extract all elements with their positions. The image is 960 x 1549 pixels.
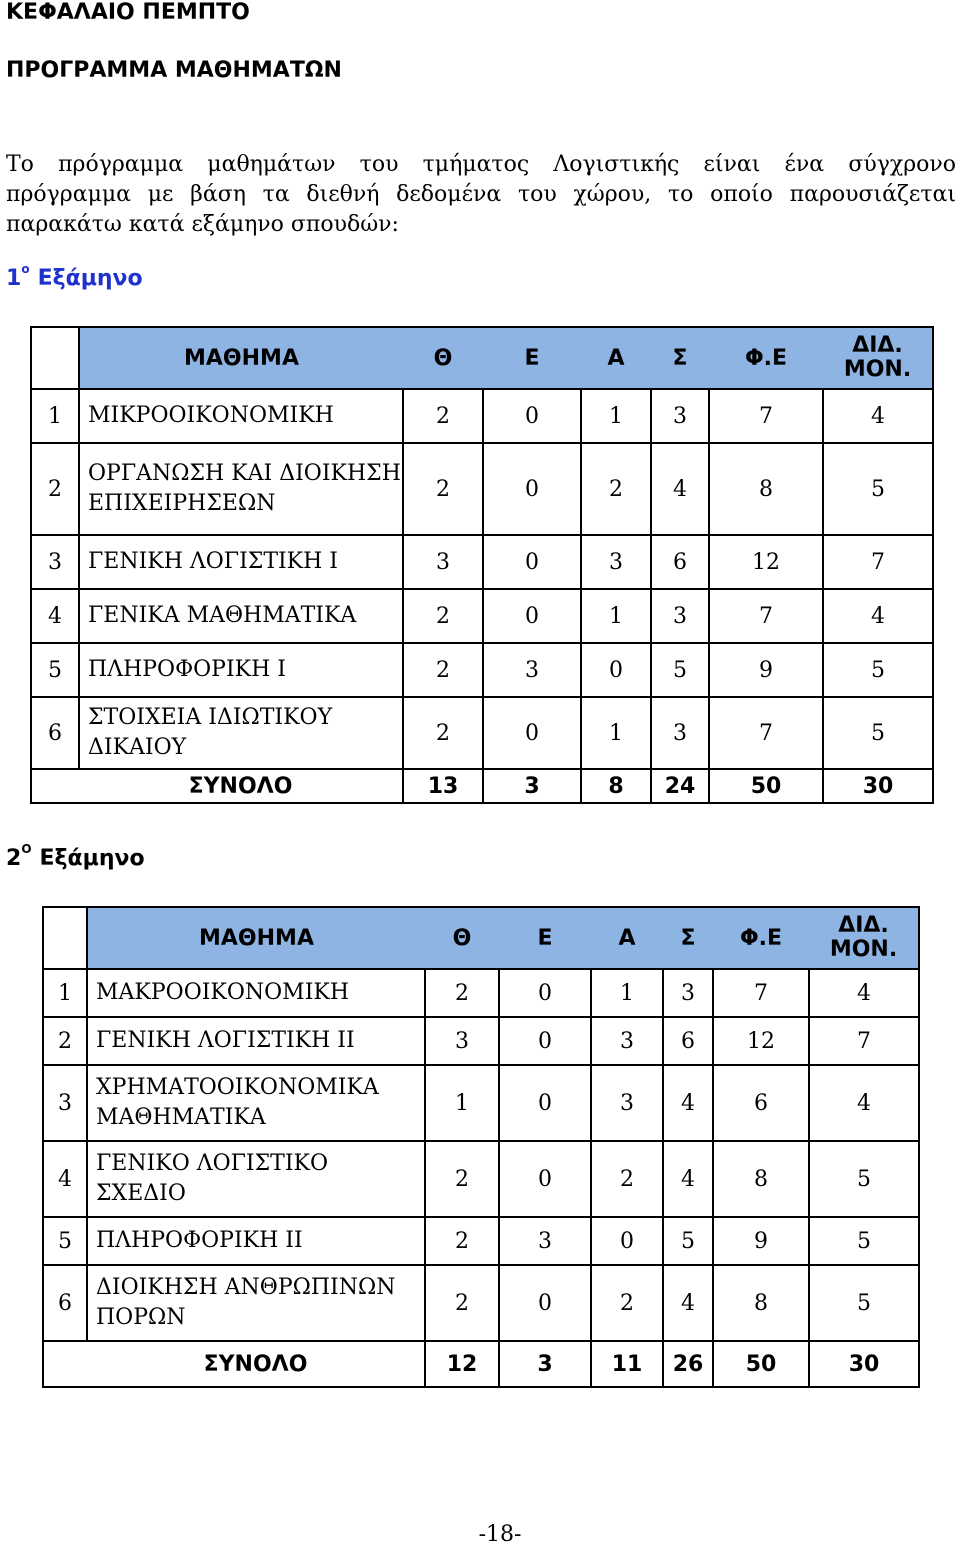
course-name: ΧΡΗΜΑΤΟΟΙΚΟΝΟΜΙΚΑ ΜΑΘΗΜΑΤΙΚΑ bbox=[87, 1065, 425, 1141]
course-name: ΠΛΗΡΟΦΟΡΙΚΗ ΙΙ bbox=[87, 1217, 425, 1265]
header-number-cell bbox=[31, 327, 79, 389]
header-exercise: Ε bbox=[499, 907, 591, 969]
theory-hours: 2 bbox=[403, 697, 483, 769]
exercise-hours: 0 bbox=[499, 969, 591, 1017]
lab-hours: 1 bbox=[581, 697, 651, 769]
theory-hours: 2 bbox=[425, 1265, 499, 1341]
table-row bbox=[43, 1265, 919, 1341]
exercise-hours: 0 bbox=[499, 1141, 591, 1217]
table-row bbox=[43, 1141, 919, 1217]
total-hours: 3 bbox=[663, 969, 713, 1017]
header-total-hours: Σ bbox=[651, 327, 709, 389]
course-name: ΓΕΝΙΚΗ ΛΟΓΙΣΤΙΚΗ ΙΙ bbox=[87, 1017, 425, 1065]
header-credits: ΔΙΔ. ΜΟΝ. bbox=[809, 907, 919, 969]
intro-line: παρακάτω κατά εξάμηνο σπουδών: bbox=[6, 212, 399, 237]
row-number: 3 bbox=[31, 535, 79, 589]
total-hours: 3 bbox=[651, 389, 709, 443]
workload: 7 bbox=[709, 589, 823, 643]
header-theory: Θ bbox=[425, 907, 499, 969]
credits: 5 bbox=[823, 443, 933, 535]
total-lab: 11 bbox=[591, 1341, 663, 1387]
total-hours: 5 bbox=[651, 643, 709, 697]
total-hours: 5 bbox=[663, 1217, 713, 1265]
course-name: ΔΙΟΙΚΗΣΗ ΑΝΘΡΩΠΙΝΩΝ ΠΟΡΩΝ bbox=[87, 1265, 425, 1341]
credits: 5 bbox=[809, 1141, 919, 1217]
table-row bbox=[31, 389, 933, 443]
credits: 4 bbox=[809, 1065, 919, 1141]
total-hours: 6 bbox=[651, 535, 709, 589]
page-number: -18- bbox=[478, 1522, 522, 1547]
lab-hours: 0 bbox=[591, 1217, 663, 1265]
table-row bbox=[31, 443, 933, 535]
theory-hours: 2 bbox=[425, 1141, 499, 1217]
total-hours: 4 bbox=[663, 1265, 713, 1341]
credits: 4 bbox=[809, 969, 919, 1017]
semester-label: Εξάμηνο bbox=[39, 846, 145, 871]
table-row bbox=[31, 643, 933, 697]
theory-hours: 2 bbox=[403, 389, 483, 443]
total-label: ΣΥΝΟΛΟ bbox=[79, 769, 403, 803]
row-number: 2 bbox=[31, 443, 79, 535]
workload: 6 bbox=[713, 1065, 809, 1141]
credits: 5 bbox=[823, 697, 933, 769]
course-name: ΟΡΓΑΝΩΣΗ ΚΑΙ ΔΙΟΙΚΗΣΗ ΕΠΙΧΕΙΡΗΣΕΩΝ bbox=[79, 443, 403, 535]
total-hours: 3 bbox=[651, 697, 709, 769]
table-row bbox=[43, 1065, 919, 1141]
total-blank-cell bbox=[43, 1341, 87, 1387]
course-name: ΠΛΗΡΟΦΟΡΙΚΗ Ι bbox=[79, 643, 403, 697]
theory-hours: 2 bbox=[403, 443, 483, 535]
credits: 5 bbox=[823, 643, 933, 697]
header-workload: Φ.Ε bbox=[713, 907, 809, 969]
workload: 9 bbox=[713, 1217, 809, 1265]
workload: 8 bbox=[713, 1265, 809, 1341]
header-theory: Θ bbox=[403, 327, 483, 389]
workload: 12 bbox=[709, 535, 823, 589]
lab-hours: 0 bbox=[581, 643, 651, 697]
semester-number: 2 bbox=[6, 846, 22, 871]
row-number: 5 bbox=[31, 643, 79, 697]
exercise-hours: 0 bbox=[483, 535, 581, 589]
theory-hours: 3 bbox=[403, 535, 483, 589]
course-name: ΜΑΚΡΟΟΙΚΟΝΟΜΙΚΗ bbox=[87, 969, 425, 1017]
section-title: ΠΡΟΓΡΑΜΜΑ ΜΑΘΗΜΑΤΩΝ bbox=[6, 58, 342, 83]
workload: 9 bbox=[709, 643, 823, 697]
credits: 5 bbox=[809, 1217, 919, 1265]
workload: 8 bbox=[709, 443, 823, 535]
row-number: 3 bbox=[43, 1065, 87, 1141]
lab-hours: 2 bbox=[591, 1265, 663, 1341]
semester-label: Εξάμηνο bbox=[37, 266, 143, 291]
theory-hours: 2 bbox=[425, 1217, 499, 1265]
lab-hours: 3 bbox=[591, 1017, 663, 1065]
total-lab: 8 bbox=[581, 769, 651, 803]
table-header-row bbox=[31, 327, 933, 389]
semester-ordinal: ο bbox=[21, 262, 30, 276]
exercise-hours: 0 bbox=[483, 443, 581, 535]
header-course: ΜΑΘΗΜΑ bbox=[87, 907, 425, 969]
semester-1-heading bbox=[6, 262, 143, 291]
lab-hours: 1 bbox=[591, 969, 663, 1017]
total-credits: 30 bbox=[809, 1341, 919, 1387]
header-credits: ΔΙΔ. ΜΟΝ. bbox=[823, 327, 933, 389]
exercise-hours: 0 bbox=[499, 1265, 591, 1341]
course-name: ΜΙΚΡΟΟΙΚΟΝΟΜΙΚΗ bbox=[79, 389, 403, 443]
workload: 7 bbox=[709, 389, 823, 443]
exercise-hours: 0 bbox=[483, 389, 581, 443]
semester-2-heading bbox=[6, 842, 145, 871]
total-row bbox=[31, 769, 933, 803]
row-number: 5 bbox=[43, 1217, 87, 1265]
workload: 7 bbox=[713, 969, 809, 1017]
course-name: ΣΤΟΙΧΕΙΑ ΙΔΙΩΤΙΚΟΥ ΔΙΚΑΙΟΥ bbox=[79, 697, 403, 769]
exercise-hours: 0 bbox=[499, 1017, 591, 1065]
theory-hours: 2 bbox=[403, 643, 483, 697]
theory-hours: 1 bbox=[425, 1065, 499, 1141]
course-name: ΓΕΝΙΚΗ ΛΟΓΙΣΤΙΚΗ Ι bbox=[79, 535, 403, 589]
table-row bbox=[31, 535, 933, 589]
lab-hours: 2 bbox=[591, 1141, 663, 1217]
row-number: 6 bbox=[43, 1265, 87, 1341]
header-course: ΜΑΘΗΜΑ bbox=[79, 327, 403, 389]
total-theory: 13 bbox=[403, 769, 483, 803]
total-hours: 4 bbox=[663, 1065, 713, 1141]
table-row bbox=[31, 697, 933, 769]
theory-hours: 3 bbox=[425, 1017, 499, 1065]
table-row bbox=[43, 1217, 919, 1265]
intro-line: πρόγραμμα με βάση τα διεθνή δεδομένα του χώρου, το οποίο παρουσιάζεται bbox=[6, 182, 956, 207]
total-hours: 3 bbox=[651, 589, 709, 643]
row-number: 1 bbox=[43, 969, 87, 1017]
total-theory: 12 bbox=[425, 1341, 499, 1387]
credits: 7 bbox=[809, 1017, 919, 1065]
total-hours: 4 bbox=[651, 443, 709, 535]
header-workload: Φ.Ε bbox=[709, 327, 823, 389]
row-number: 2 bbox=[43, 1017, 87, 1065]
total-hours: 24 bbox=[651, 769, 709, 803]
course-name: ΓΕΝΙΚΟ ΛΟΓΙΣΤΙΚΟ ΣΧΕΔΙΟ bbox=[87, 1141, 425, 1217]
total-workload: 50 bbox=[713, 1341, 809, 1387]
lab-hours: 1 bbox=[581, 389, 651, 443]
workload: 8 bbox=[713, 1141, 809, 1217]
table-header-row bbox=[43, 907, 919, 969]
total-exercise: 3 bbox=[499, 1341, 591, 1387]
total-hours: 26 bbox=[663, 1341, 713, 1387]
table-row bbox=[43, 969, 919, 1017]
exercise-hours: 0 bbox=[483, 697, 581, 769]
row-number: 6 bbox=[31, 697, 79, 769]
exercise-hours: 0 bbox=[483, 589, 581, 643]
total-blank-cell bbox=[31, 769, 79, 803]
lab-hours: 3 bbox=[581, 535, 651, 589]
exercise-hours: 3 bbox=[483, 643, 581, 697]
semester-number: 1 bbox=[6, 266, 22, 291]
intro-line: Το πρόγραμμα μαθημάτων του τμήματος Λογιστικής είναι ένα σύγχρονο bbox=[6, 152, 956, 177]
chapter-title: ΚΕΦΑΛΑΙΟ ΠΕΜΠΤΟ bbox=[6, 0, 250, 25]
row-number: 1 bbox=[31, 389, 79, 443]
total-hours: 6 bbox=[663, 1017, 713, 1065]
semester-ordinal: Ο bbox=[21, 842, 32, 856]
row-number: 4 bbox=[31, 589, 79, 643]
credits: 7 bbox=[823, 535, 933, 589]
lab-hours: 2 bbox=[581, 443, 651, 535]
header-number-cell bbox=[43, 907, 87, 969]
table-row bbox=[31, 589, 933, 643]
total-exercise: 3 bbox=[483, 769, 581, 803]
credits: 5 bbox=[809, 1265, 919, 1341]
header-exercise: Ε bbox=[483, 327, 581, 389]
header-total-hours: Σ bbox=[663, 907, 713, 969]
semester-1-rows bbox=[31, 389, 933, 769]
theory-hours: 2 bbox=[403, 589, 483, 643]
table-row bbox=[43, 1017, 919, 1065]
exercise-hours: 0 bbox=[499, 1065, 591, 1141]
workload: 7 bbox=[709, 697, 823, 769]
workload: 12 bbox=[713, 1017, 809, 1065]
header-lab: Α bbox=[591, 907, 663, 969]
course-name: ΓΕΝΙΚΑ ΜΑΘΗΜΑΤΙΚΑ bbox=[79, 589, 403, 643]
exercise-hours: 3 bbox=[499, 1217, 591, 1265]
credits: 4 bbox=[823, 389, 933, 443]
total-hours: 4 bbox=[663, 1141, 713, 1217]
semester-2-table bbox=[42, 906, 920, 1388]
semester-2-rows bbox=[43, 969, 919, 1341]
total-credits: 30 bbox=[823, 769, 933, 803]
total-label: ΣΥΝΟΛΟ bbox=[87, 1341, 425, 1387]
row-number: 4 bbox=[43, 1141, 87, 1217]
theory-hours: 2 bbox=[425, 969, 499, 1017]
semester-1-table bbox=[30, 326, 934, 804]
credits: 4 bbox=[823, 589, 933, 643]
total-workload: 50 bbox=[709, 769, 823, 803]
intro-paragraph bbox=[6, 150, 956, 240]
lab-hours: 3 bbox=[591, 1065, 663, 1141]
header-lab: Α bbox=[581, 327, 651, 389]
lab-hours: 1 bbox=[581, 589, 651, 643]
total-row bbox=[43, 1341, 919, 1387]
